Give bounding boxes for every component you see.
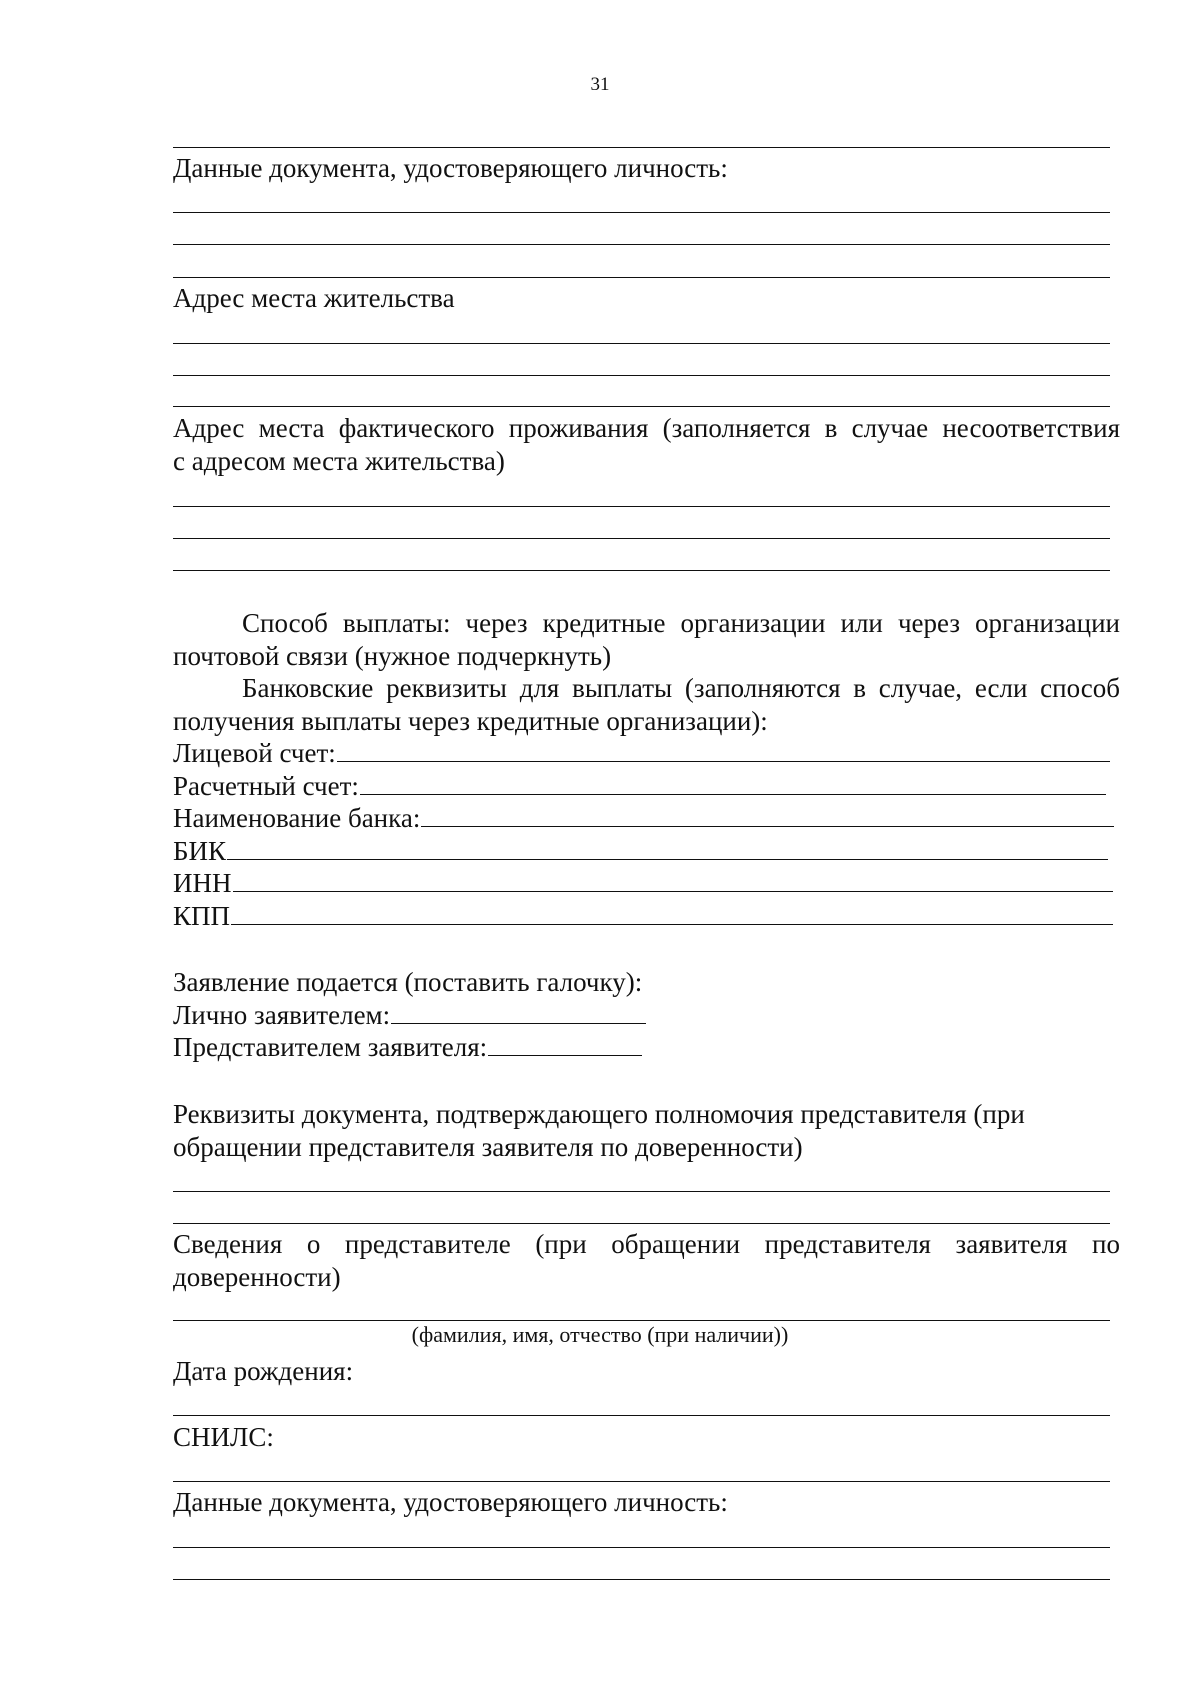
fill-line[interactable] [173,1223,1110,1224]
authority-doc-line2: обращении представителя заявителя по доверенности) [173,1132,803,1162]
fio-caption: (фамилия, имя, отчество (при наличии)) [411,1322,789,1347]
bank-name-label: Наименование банка: [173,803,421,833]
fill-line[interactable] [173,343,1110,344]
authority-doc-line1: Реквизиты документа, подтверждающего полномочия представителя (при [173,1099,1025,1129]
fill-line[interactable] [173,277,1110,278]
inn-field[interactable] [233,867,1114,892]
personal-account-field[interactable] [337,737,1110,762]
residence-address-label: Адрес места жительства [173,283,455,313]
fill-line[interactable] [173,406,1110,407]
settlement-account-field[interactable] [360,770,1106,795]
kpp-field[interactable] [231,900,1113,925]
birth-date-fill-line[interactable] [173,1415,1110,1416]
fill-line[interactable] [173,506,1110,507]
fill-line[interactable] [173,1191,1110,1192]
birth-date-label: Дата рождения: [173,1356,354,1386]
by-applicant-checkbox-field[interactable] [391,999,646,1024]
personal-account-label: Лицевой счет: [173,738,336,768]
by-applicant-label: Лично заявителем: [173,1000,391,1030]
snils-label: СНИЛС: [173,1422,274,1452]
payment-method-line2: почтовой связи (нужное подчеркнуть) [173,641,612,671]
fill-line[interactable] [173,375,1110,376]
by-representative-label: Представителем заявителя: [173,1032,488,1062]
fill-line[interactable] [173,1547,1110,1548]
actual-address-label-line1: Адрес места фактического проживания (заполняется в случае несоответствия [173,413,1120,443]
payment-method-line1: Способ выплаты: через кредитные организации или через организации [242,608,1120,638]
bik-row [173,835,1108,868]
bank-name-row [173,802,1114,835]
kpp-label: КПП [173,901,231,931]
identity-doc-label-2: Данные документа, удостоверяющего личность: [173,1487,728,1517]
fill-line[interactable] [173,570,1110,571]
submission-title: Заявление подается (поставить галочку): [173,967,643,997]
snils-fill-line[interactable] [173,1481,1110,1482]
bik-field[interactable] [227,835,1108,860]
identity-doc-label: Данные документа, удостоверяющего личность: [173,153,728,183]
bank-details-intro-line2: получения выплаты через кредитные организации): [173,706,768,736]
actual-address-label-line2: с адресом места жительства) [173,446,505,476]
by-representative-checkbox-field[interactable] [488,1031,642,1056]
bik-label: БИК [173,836,227,866]
bank-name-field[interactable] [421,802,1114,827]
settlement-account-label: Расчетный счет: [173,771,359,801]
fill-line[interactable] [173,538,1110,539]
representative-info-line2: доверенности) [173,1262,341,1292]
fill-line[interactable] [173,1579,1110,1580]
fill-line[interactable] [173,212,1110,213]
by-applicant-row [173,999,646,1032]
representative-info-line1: Сведения о представителе (при обращении представителя заявителя по [173,1229,1120,1259]
by-representative-row [173,1031,642,1064]
kpp-row [173,900,1113,933]
inn-label: ИНН [173,868,232,898]
inn-row [173,867,1113,900]
bank-details-intro-line1: Банковские реквизиты для выплаты (заполняются в случае, если способ [242,673,1120,703]
page-number: 31 [590,74,610,95]
fio-fill-line[interactable] [173,1320,1110,1321]
fill-line[interactable] [173,244,1110,245]
personal-account-row [173,737,1110,770]
fill-line[interactable] [173,147,1110,148]
settlement-account-row [173,770,1106,803]
